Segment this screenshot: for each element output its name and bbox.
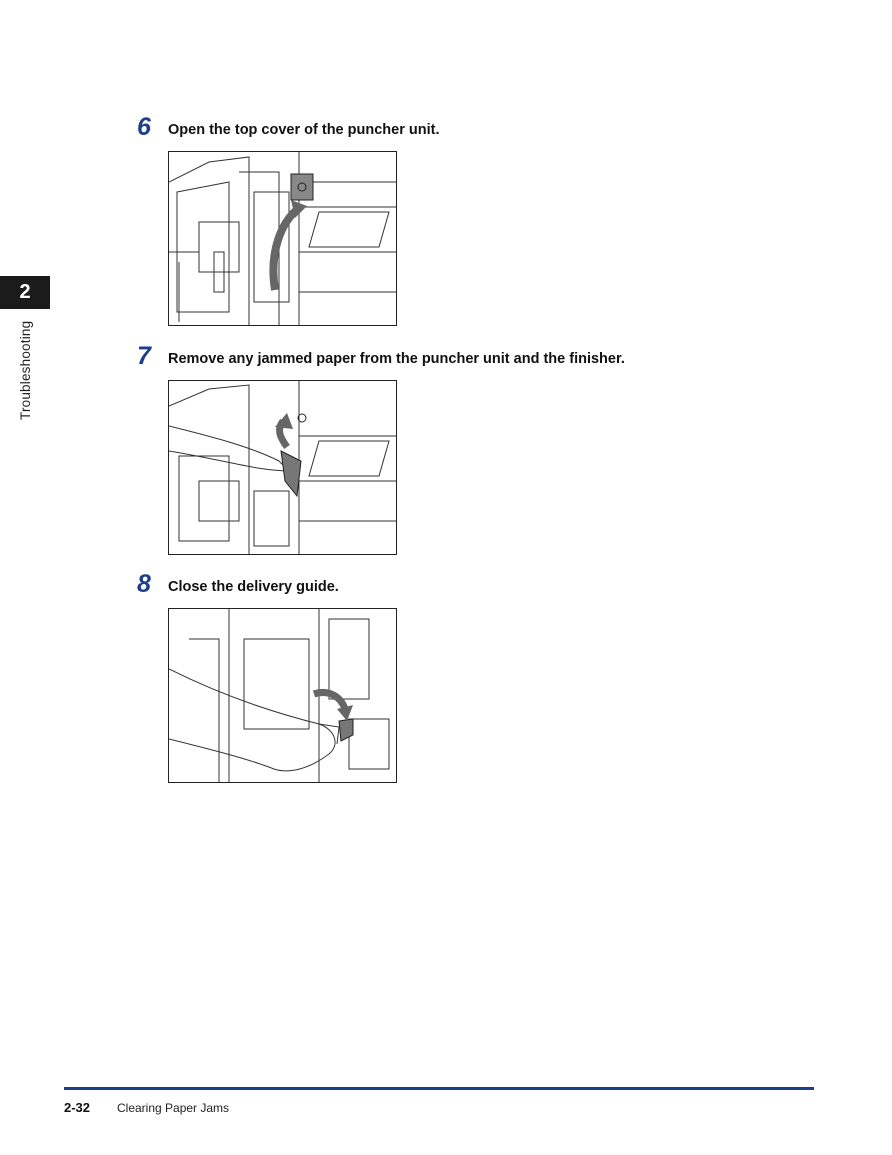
footer-section-title: Clearing Paper Jams [117, 1101, 230, 1115]
step-instruction: Remove any jammed paper from the puncher unit and the finisher. [168, 351, 625, 367]
step-number: 8 [137, 570, 151, 598]
chapter-number: 2 [19, 281, 31, 303]
step-instruction: Open the top cover of the puncher unit. [168, 122, 440, 138]
step-number: 7 [137, 342, 151, 370]
step-number: 6 [137, 113, 151, 141]
puncher-cover-illustration [168, 151, 397, 326]
page-number: 2-32 [64, 1100, 91, 1115]
remove-jammed-paper-illustration [168, 380, 397, 555]
chapter-title: Troubleshooting [18, 320, 33, 420]
footer-rule [64, 1087, 814, 1090]
step-instruction: Close the delivery guide. [168, 579, 339, 595]
close-delivery-guide-illustration [168, 608, 397, 783]
